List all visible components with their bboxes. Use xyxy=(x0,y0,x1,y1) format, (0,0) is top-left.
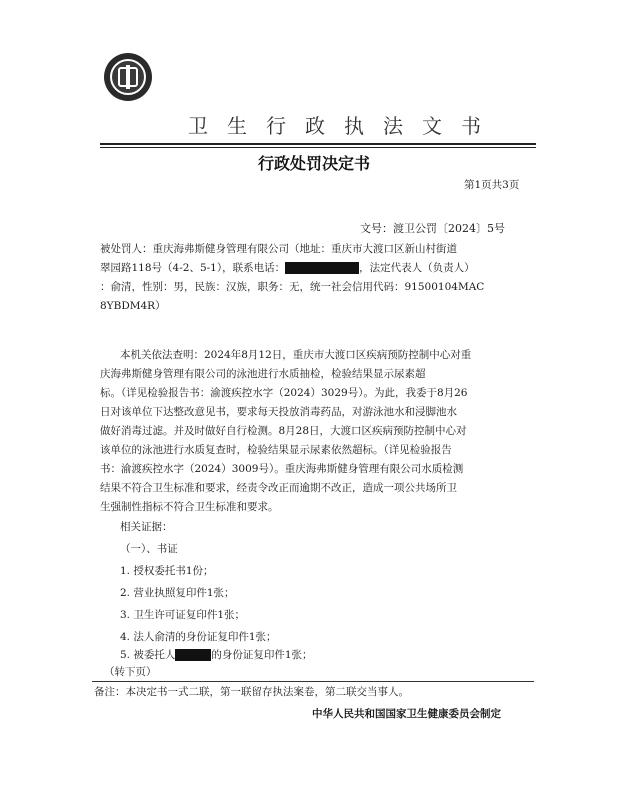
party-line-3: ：俞清，性别：男，民族：汉族，职务：无，统一社会信用代码：91500104MAC xyxy=(100,281,485,293)
evidence-subheading: （一）、书证 xyxy=(120,543,178,555)
document-number: 文号：渡卫公罚〔2024〕5号 xyxy=(360,222,505,235)
findings-line: 日对该单位下达整改意见书，要求每天投放消毒药品，对游泳池水和浸脚池水 xyxy=(100,406,457,418)
redacted-phone xyxy=(285,262,359,274)
party-line-2-text-a: 翠园路118号（4-2、5-1），联系电话： xyxy=(100,262,286,274)
document-title: 行政处罚决定书 xyxy=(258,154,371,173)
remark: 备注：本决定书一式二联，第一联留存执法案卷，第二联交当事人。 xyxy=(94,686,409,698)
evidence-item-5-b: 的身份证复印件1张； xyxy=(211,649,313,661)
party-line-4: 8YBDM4R） xyxy=(100,300,166,312)
page-info: 第1页共3页 xyxy=(464,179,520,191)
evidence-item: 1. 授权委托书1份； xyxy=(120,565,214,577)
evidence-item: 3. 卫生许可证复印件1张； xyxy=(120,609,246,621)
evidence-heading: 相关证据： xyxy=(120,521,173,533)
header-rule xyxy=(100,143,536,145)
evidence-item: 4. 法人俞清的身份证复印件1张； xyxy=(120,631,277,643)
emblem-seal-icon xyxy=(104,53,152,101)
findings-line: 标。（详见检验报告书：渝渡疾控水字（2024）3029号）。为此，我委于8月26 xyxy=(100,387,468,399)
party-line-2-text-b: ，法定代表人（负责人） xyxy=(359,262,475,274)
findings-line: 庆海弗斯健身管理有限公司的泳池进行水质抽检，检验结果显示尿素超 xyxy=(100,368,426,380)
header-rule-thin xyxy=(100,147,536,148)
redacted-name xyxy=(175,649,211,661)
footer-rule xyxy=(92,681,534,682)
header-title: 卫生行政执法文书 xyxy=(188,114,500,138)
evidence-item-5-a: 5. 被委托人 xyxy=(120,649,176,661)
issuer-footer: 中华人民共和国国家卫生健康委员会制定 xyxy=(312,708,501,720)
party-line-2 xyxy=(100,259,475,278)
findings-line: 结果不符合卫生标准和要求，经责令改正而逾期不改正，造成一项公共场所卫 xyxy=(100,482,457,494)
continued-note: （转下页） xyxy=(104,666,157,678)
party-line-1: 被处罚人：重庆海弗斯健身管理有限公司（地址：重庆市大渡口区新山村街道 xyxy=(100,243,457,255)
findings-line: 生强制性指标不符合卫生标准和要求。 xyxy=(100,501,279,513)
findings-line: 做好消毒过滤。并及时做好自行检测。8月28日，大渡口区疾病预防控制中心对 xyxy=(100,425,467,437)
findings-line: 该单位的泳池进行水质复查时，检验结果显示尿素依然超标。（详见检验报告 xyxy=(100,444,452,456)
findings-line: 书：渝渡疾控水字（2024）3009号）。重庆海弗斯健身管理有限公司水质检测 xyxy=(100,463,464,475)
findings-line: 本机关依法查明：2024年8月12日，重庆市大渡口区疾病预防控制中心对重 xyxy=(120,349,472,361)
evidence-item: 2. 营业执照复印件1张； xyxy=(120,587,235,599)
